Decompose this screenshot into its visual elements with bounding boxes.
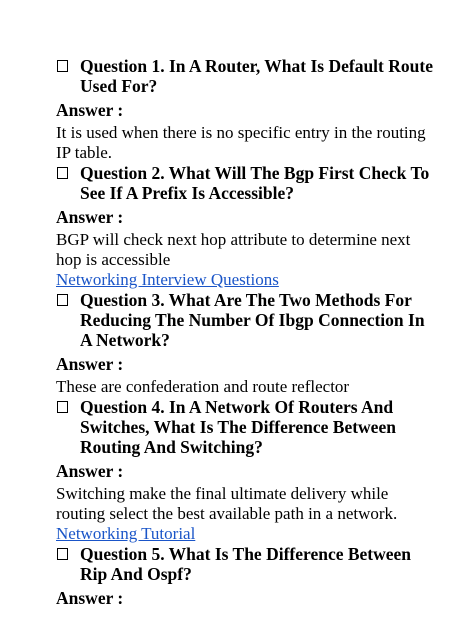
bullet-box-icon [57, 167, 68, 179]
question-text: Question 5. What Is The Difference Between Rip And Ospf? [80, 544, 412, 584]
question-text: Question 4. In A Network Of Routers And Switches, What Is The Difference Between Routing And Switching? [80, 397, 396, 457]
answer-label: Answer : [56, 100, 124, 120]
question-heading [56, 397, 434, 457]
question-text: Question 1. In A Router, What Is Default Route Used For? [80, 56, 433, 96]
question-heading [56, 163, 434, 203]
answer-label: Answer : [56, 588, 124, 608]
answer-text: These are confederation and route reflector [56, 377, 350, 396]
answer-label: Answer : [56, 461, 124, 481]
bullet-box-icon [57, 294, 68, 306]
answer-label: Answer : [56, 354, 124, 374]
question-heading [56, 56, 434, 96]
qa-block-2 [56, 163, 434, 270]
bullet-box-icon [57, 548, 68, 560]
networking-tutorial-link[interactable]: Networking Tutorial [56, 524, 196, 543]
bullet-box-icon [57, 60, 68, 72]
qa-block-4 [56, 397, 434, 524]
answer-text: It is used when there is no specific entry in the routing IP table. [56, 123, 426, 162]
question-heading [56, 290, 434, 350]
question-heading [56, 544, 434, 584]
question-text: Question 2. What Will The Bgp First Check To See If A Prefix Is Accessible? [80, 163, 430, 203]
answer-label: Answer : [56, 207, 124, 227]
answer-text: Switching make the final ultimate delivery while routing select the best available path in a network. [56, 484, 398, 523]
qa-block-1 [56, 56, 434, 163]
qa-block-5 [56, 544, 434, 609]
networking-interview-questions-link[interactable]: Networking Interview Questions [56, 270, 279, 289]
qa-block-3 [56, 290, 434, 397]
answer-text: BGP will check next hop attribute to determine next hop is accessible [56, 230, 411, 269]
bullet-box-icon [57, 401, 68, 413]
question-text: Question 3. What Are The Two Methods For Reducing The Number Of Ibgp Connection In A Network? [80, 290, 425, 350]
